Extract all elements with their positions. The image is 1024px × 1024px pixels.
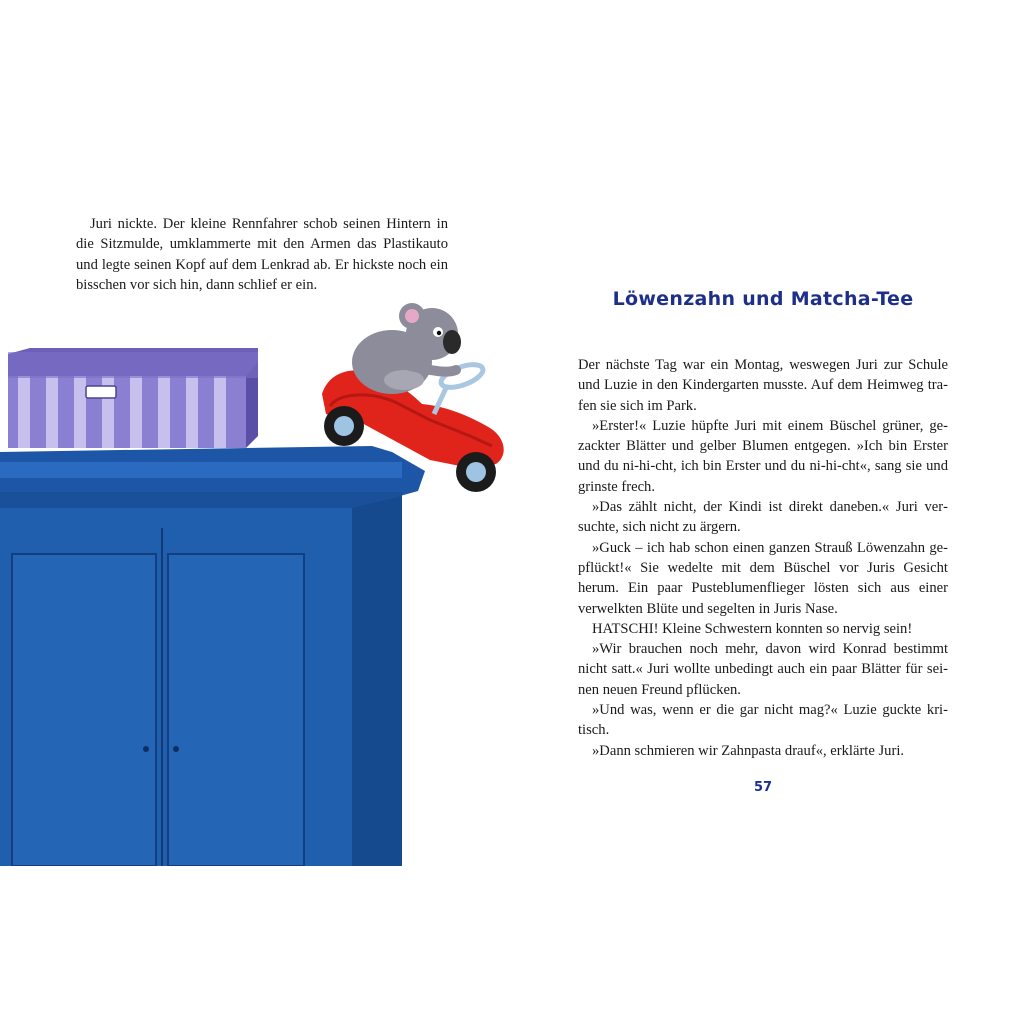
right-paragraph: HATSCHI! Kleine Schwestern konnten so nervig sein! xyxy=(592,620,913,637)
left-page-text xyxy=(76,214,448,295)
right-paragraph: Der nächste Tag war ein Montag, weswegen Juri zur Schule und Luzie in den Kindergarten musste. Auf dem Heimweg trafen sie sich im Park. xyxy=(578,357,948,414)
striped-box-icon xyxy=(8,348,258,448)
left-paragraph-1: Juri nickte. Der kleine Rennfahrer schob seinen Hintern in die Sitzmulde, umklammerte mit den Armen das Plastikauto und legte seinen Kopf auf dem Lenkrad ab. Er hickste noch ein bisschen vor sich hin, dann schlief er ein. xyxy=(76,216,448,293)
wardrobe-icon xyxy=(0,446,425,866)
right-paragraph: »Dann schmieren wir Zahnpasta drauf«, erklärte Juri. xyxy=(592,742,905,759)
chapter-title: Löwenzahn und Matcha-Tee xyxy=(612,288,914,310)
right-paragraph: »Und was, wenn er die gar nicht mag?« Luzie guckte kritisch. xyxy=(578,702,948,739)
right-paragraph: »Erster!« Luzie hüpfte Juri mit einem Büschel grüner, gezackter Blätter und gelber Blumen entgegen. »Ich bin Erster und du ni-hi-cht, ich bin Erster und du ni-hi-cht«, sang sie und grinste frech. xyxy=(578,417,948,495)
right-page-text xyxy=(578,355,948,761)
right-paragraph: »Das zählt nicht, der Kindi ist direkt daneben.« Juri versuchte, sich nicht zu ärgern. xyxy=(578,499,948,536)
right-paragraph: »Guck – ich hab schon einen ganzen Strauß Löwenzahn gepflückt!« Sie wedelte mit dem Büschel vor Juris Gesicht herum. Ein paar Pusteblumenflieger lösten sich aus einer verwelkten Blüte und segelten in Juris Nase. xyxy=(578,539,948,617)
illustration-koala-on-wardrobe xyxy=(0,296,512,866)
right-paragraph: »Wir brauchen noch mehr, davon wird Konrad bestimmt nicht satt.« Juri wollte unbedingt auch ein paar Blätter für seinen neuen Freund pflücken. xyxy=(578,641,948,698)
page-number: 57 xyxy=(753,780,773,795)
